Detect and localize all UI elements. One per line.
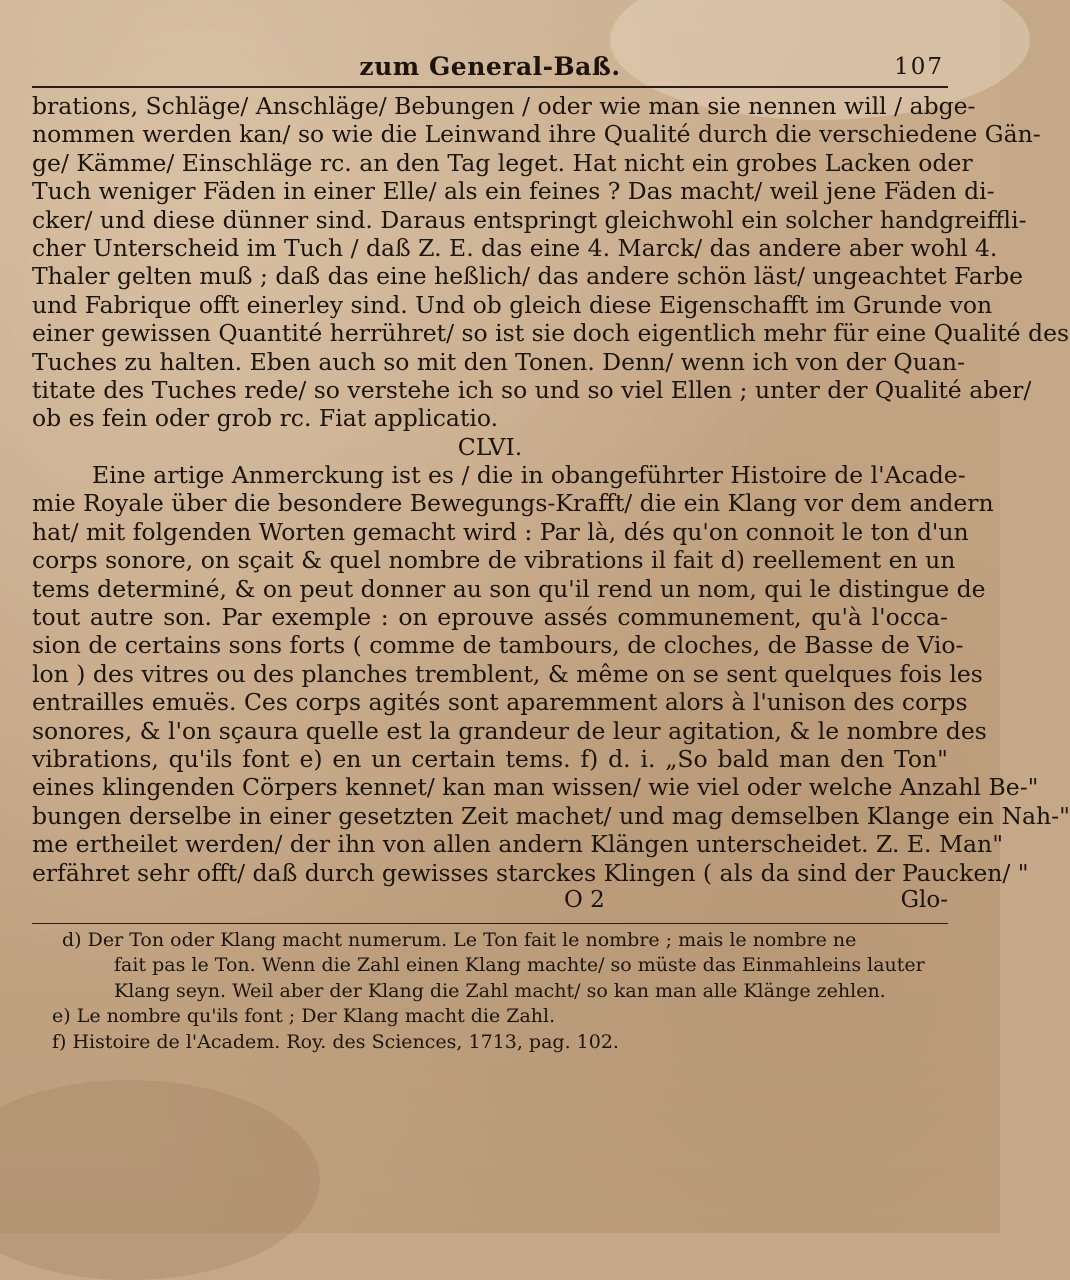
- text-line: Eine artige Anmerckung ist es / die in obangeführter Histoire de l'Acade-: [92, 461, 966, 490]
- page-content: [32, 50, 1070, 1055]
- text-line: corps sonore, on sçait & quel nombre de vibrations il fait d) reellement en un: [32, 546, 956, 575]
- text-line: ob es fein oder grob rc. Fiat applicatio.: [32, 404, 499, 433]
- paper-stain: [0, 1080, 320, 1280]
- text-line: und Fabrique offt einerley sind. Und ob gleich diese Eigenschafft im Grunde von: [32, 290, 993, 319]
- footnotes: [32, 928, 948, 1056]
- text-line: lon ) des vitres ou des planches tremblent, & même on se sent quelques fois les: [32, 659, 983, 688]
- footnote-f: f) Histoire de l'Academ. Roy. des Sciences, 1713, pag. 102.: [52, 1030, 619, 1053]
- text-line: erfähret sehr offt/ daß durch gewisses starckes Klingen ( als da sind der Paucken/ ": [32, 858, 1029, 887]
- main-text: [32, 92, 1070, 887]
- footnote-d-continued: Klang seyn. Weil aber der Klang die Zahl macht/ so kan man alle Klänge zehlen.: [114, 979, 886, 1002]
- text-line: ge/ Kämme/ Einschläge rc. an den Tag leget. Hat nicht ein grobes Lacken oder: [32, 148, 973, 177]
- text-line: nommen werden kan/ so wie die Leinwand ihre Qualité durch die verschiedene Gän-: [32, 120, 1041, 149]
- footnote-d: d) Der Ton oder Klang macht numerum. Le Ton fait le nombre ; mais le nombre ne: [62, 928, 857, 951]
- footnote-rule: [32, 923, 948, 924]
- page-header: [32, 50, 948, 86]
- text-line: cher Unterscheid im Tuch / daß Z. E. das eine 4. Marck/ das andere aber wohl 4.: [32, 233, 998, 262]
- catchword: Glo-: [900, 886, 948, 913]
- running-title: zum General-Baß.: [359, 52, 621, 81]
- footnote-e: e) Le nombre qu'ils font ; Der Klang macht die Zahl.: [52, 1005, 556, 1028]
- header-rule: [32, 86, 948, 88]
- text-line: brations, Schläge/ Anschläge/ Bebungen / oder wie man sie nennen will / abge-: [32, 92, 976, 120]
- text-line: Tuches zu halten. Eben auch so mit den Tonen. Denn/ wenn ich von der Quan-: [32, 347, 965, 376]
- text-line: Thaler gelten muß ; daß das eine heßlich/ das andere schön läst/ ungeachtet Farbe: [32, 262, 1024, 291]
- signature-line: [32, 887, 948, 915]
- text-line: tout autre son. Par exemple : on eprouve assés communement, qu'à l'occa-: [32, 603, 948, 632]
- text-line: Tuch weniger Fäden in einer Elle/ als ein feines ? Das macht/ weil jene Fäden di-: [32, 177, 995, 206]
- text-line: me ertheilet werden/ der ihn von allen andern Klängen unterscheidet. Z. E. Man": [32, 830, 1004, 859]
- footnote-d-continued: fait pas le Ton. Wenn die Zahl einen Klang machte/ so müste das Einmahleins lauter: [114, 954, 925, 977]
- text-line: sion de certains sons forts ( comme de tambours, de cloches, de Basse de Vio-: [32, 631, 964, 660]
- text-line: bungen derselbe in einer gesetzten Zeit machet/ und mag demselben Klange ein Nah-": [32, 801, 1070, 830]
- section-heading: CLVI.: [457, 432, 523, 461]
- text-line: eines klingenden Cörpers kennet/ kan man wissen/ wie viel oder welche Anzahl Be-": [32, 773, 1039, 802]
- text-line: entrailles emuës. Ces corps agités sont aparemment alors à l'unison des corps: [32, 688, 968, 717]
- text-line: einer gewissen Quantité herrühret/ so ist sie doch eigentlich mehr für eine Qualité des: [32, 319, 1070, 348]
- page-number: 107: [894, 54, 944, 80]
- text-line: mie Royale über die besondere Bewegungs-Krafft/ die ein Klang vor dem andern: [32, 489, 994, 518]
- text-line: hat/ mit folgenden Worten gemacht wird : Par là, dés qu'on connoit le ton d'un: [32, 517, 969, 546]
- text-line: tems determiné, & on peut donner au son qu'il rend un nom, qui le distingue de: [32, 574, 986, 603]
- text-line: cker/ und diese dünner sind. Daraus entspringt gleichwohl ein solcher handgreiffli-: [32, 205, 1027, 234]
- signature-mark: O 2: [564, 886, 605, 913]
- text-line: sonores, & l'on sçaura quelle est la grandeur de leur agitation, & le nombre des: [32, 716, 987, 745]
- text-line: vibrations, qu'ils font e) en un certain tems. f) d. i. „So bald man den Ton": [32, 744, 948, 773]
- text-line: titate des Tuches rede/ so verstehe ich so und so viel Ellen ; unter der Qualité aber/: [32, 375, 1032, 404]
